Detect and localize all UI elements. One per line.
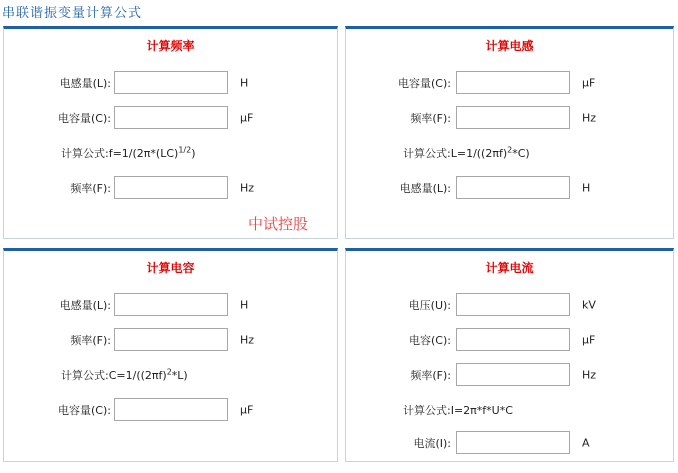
inductance-unit: H [240,298,249,312]
frequency-input[interactable] [114,176,228,199]
voltage-input[interactable] [456,293,570,316]
capacitance-input[interactable] [114,398,228,421]
panel-title: 计算电容 [146,261,195,275]
current-unit: A [582,436,590,450]
frequency-unit: Hz [582,111,597,125]
formula-text: f=1/(2π*(LC) [108,147,179,160]
inductance-input[interactable] [114,71,228,94]
formula-text: I=2π*f*U*C [450,404,513,417]
formula [403,145,530,161]
frequency-input[interactable] [456,106,570,129]
capacitance-label: 电容(C): [409,334,451,347]
current-label: 电流(I): [413,437,451,450]
capacitance-label: 电容量(C): [58,404,111,417]
capacitance-unit: μF [582,333,596,347]
formula-label: 计算公式: [403,404,451,417]
frequency-label: 频率(F): [70,334,111,347]
capacitance-unit: μF [582,76,596,90]
formula [61,367,188,383]
formula-label: 计算公式: [403,147,451,160]
panel-title: 计算频率 [146,39,195,53]
formula [403,402,513,418]
frequency-label: 频率(F): [410,369,451,382]
inductance-unit: H [240,76,249,90]
panel-title: 计算电感 [485,39,534,53]
voltage-unit: kV [582,298,596,312]
panel-calc-capacitance [3,248,338,462]
capacitance-input[interactable] [114,106,228,129]
formula-exponent: 1/2 [178,145,192,155]
formula-tail: *C) [512,147,530,160]
panel-calc-current [345,248,674,462]
inductance-label: 电感量(L): [399,182,451,195]
formula-tail: *L) [171,369,188,382]
formula-text: L=1/((2πf) [450,147,508,160]
panel-title: 计算电流 [485,261,534,275]
formula-text: C=1/((2πf) [108,369,167,382]
watermark-text: 中试控股 [248,215,309,233]
capacitance-input[interactable] [456,71,570,94]
frequency-unit: Hz [240,333,255,347]
inductance-unit: H [582,181,591,195]
formula-tail: ) [191,147,196,160]
formula-exponent: 2 [507,145,513,155]
frequency-unit: Hz [582,368,597,382]
current-input[interactable] [456,431,570,454]
inductance-input[interactable] [456,176,570,199]
inductance-input[interactable] [114,293,228,316]
capacitance-unit: μF [240,403,254,417]
voltage-label: 电压(U): [408,299,451,312]
frequency-input[interactable] [456,363,570,386]
panel-calc-inductance [345,26,674,239]
capacitance-unit: μF [240,111,254,125]
panel-calc-frequency [3,26,338,239]
capacitance-input[interactable] [456,328,570,351]
inductance-label: 电感量(L): [59,77,111,90]
frequency-label: 频率(F): [410,112,451,125]
capacitance-label: 电容量(C): [58,112,111,125]
inductance-label: 电感量(L): [59,299,111,312]
capacitance-label: 电容量(C): [398,77,451,90]
page-title: 串联谐振变量计算公式 [2,6,143,21]
formula-label: 计算公式: [61,369,109,382]
formula-exponent: 2 [166,367,172,377]
frequency-input[interactable] [114,328,228,351]
formula-label: 计算公式: [61,147,109,160]
frequency-label: 频率(F): [70,182,111,195]
frequency-unit: Hz [240,181,255,195]
formula [61,145,196,161]
